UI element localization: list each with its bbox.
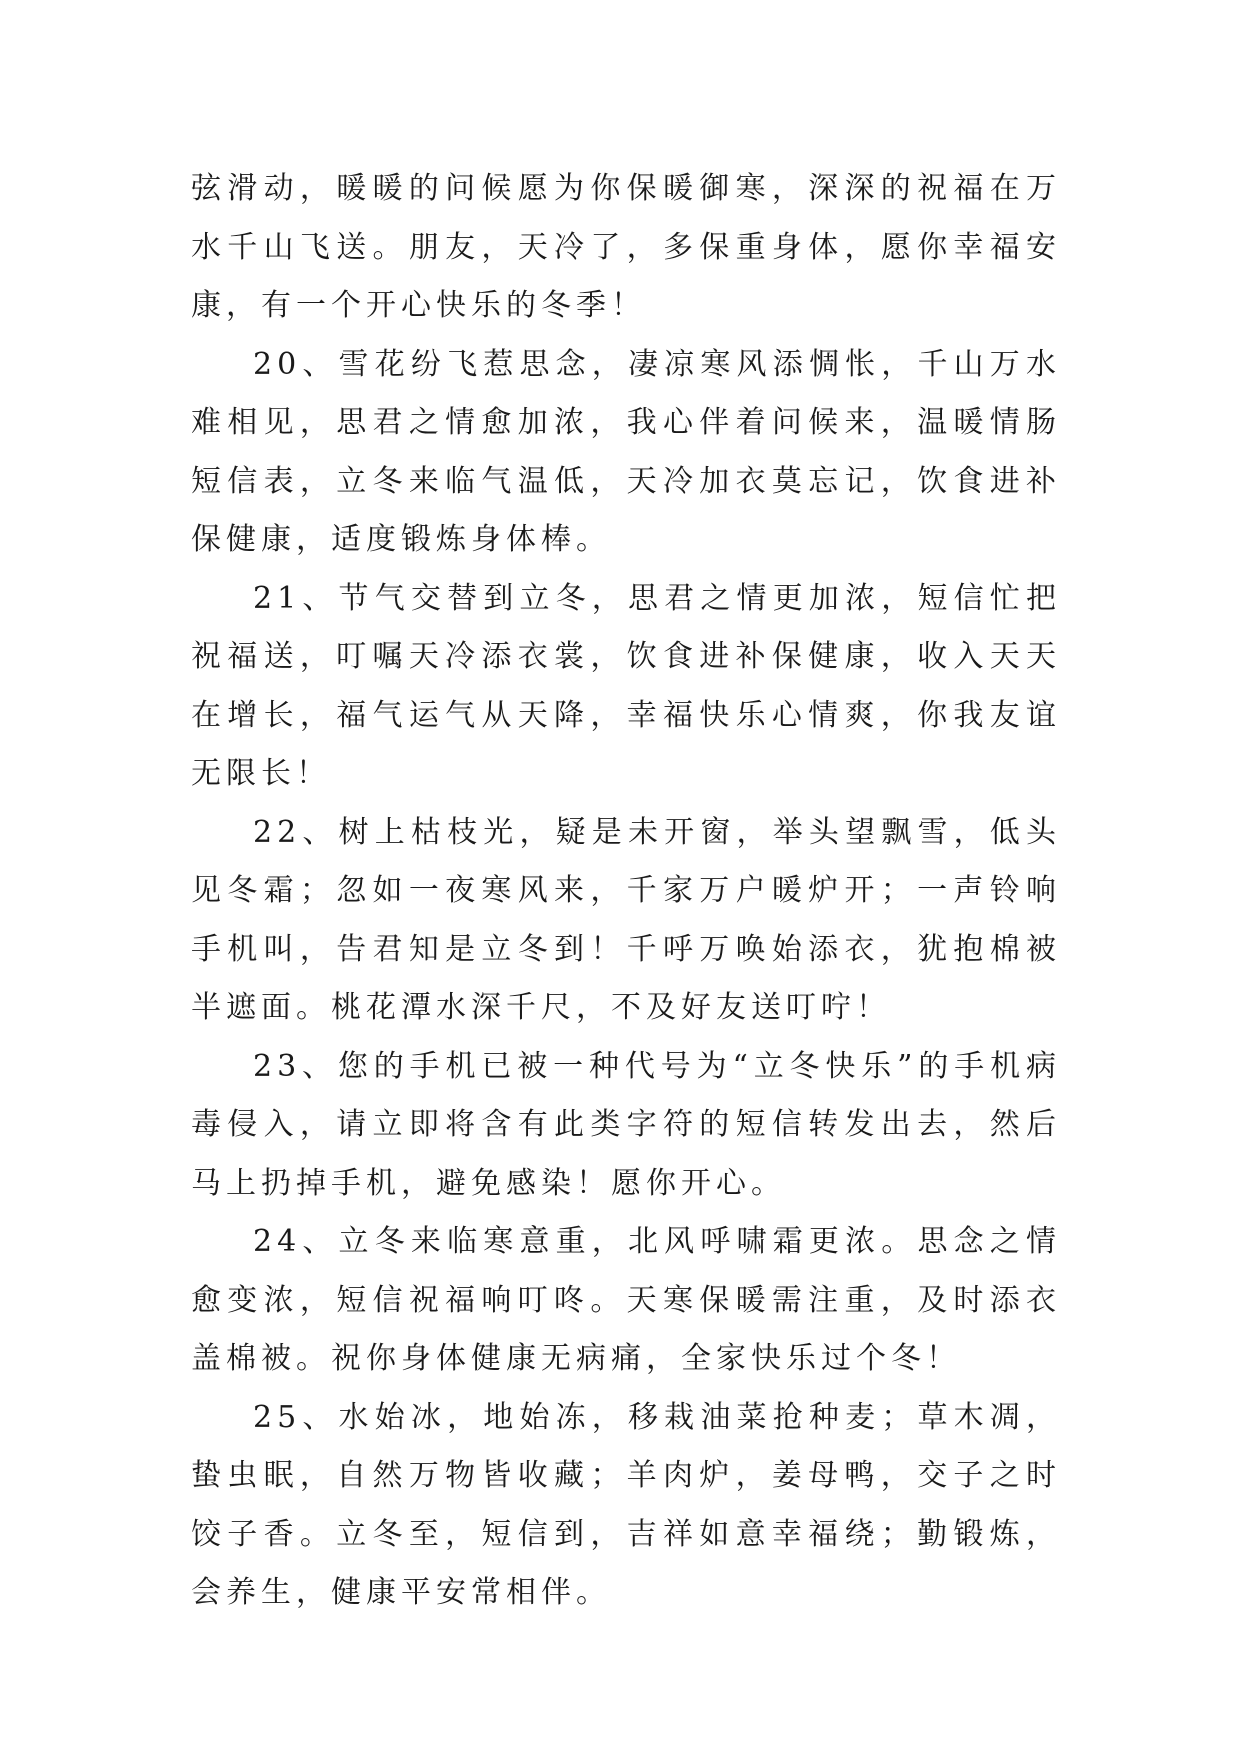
paragraph-25: 25、水始冰，地始冻，移栽油菜抢种麦；草木凋，蛰虫眠，自然万物皆收藏；羊肉炉，姜母鸭，交子之时饺子香。立冬至，短信到，吉祥如意幸福绕；勤锻炼，会养生，健康平安常相伴。 (191, 1399, 1061, 1610)
document-body (191, 160, 1061, 1623)
paragraph-20: 20、雪花纷飞惹思念，凄凉寒风添惆怅，千山万水难相见，思君之情愈加浓，我心伴着问候来，温暖情肠短信表，立冬来临气温低，天冷加衣莫忘记，饮食进补保健康，适度锻炼身体棒。 (191, 346, 1061, 557)
paragraph-24: 24、立冬来临寒意重，北风呼啸霜更浓。思念之情愈变浓，短信祝福响叮咚。天寒保暖需注重，及时添衣盖棉被。祝你身体健康无病痛，全家快乐过个冬！ (191, 1224, 1061, 1376)
paragraph-21: 21、节气交替到立冬，思君之情更加浓，短信忙把祝福送，叮嘱天冷添衣裳，饮食进补保健康，收入天天在增长，福气运气从天降，幸福快乐心情爽，你我友谊无限长！ (191, 580, 1061, 791)
paragraph-continued: 弦滑动，暖暖的问候愿为你保暖御寒，深深的祝福在万水千山飞送。朋友，天冷了，多保重身体，愿你幸福安康，有一个开心快乐的冬季！ (191, 171, 1061, 323)
paragraph-22: 22、树上枯枝光，疑是未开窗，举头望飘雪，低头见冬霜；忽如一夜寒风来，千家万户暖炉开；一声铃响手机叫，告君知是立冬到！千呼万唤始添衣，犹抱棉被半遮面。桃花潭水深千尺，不及好友送叮咛！ (191, 814, 1061, 1025)
paragraph-23: 23、您的手机已被一种代号为“立冬快乐”的手机病毒侵入，请立即将含有此类字符的短信转发出去，然后马上扔掉手机，避免感染！愿你开心。 (191, 1048, 1061, 1201)
